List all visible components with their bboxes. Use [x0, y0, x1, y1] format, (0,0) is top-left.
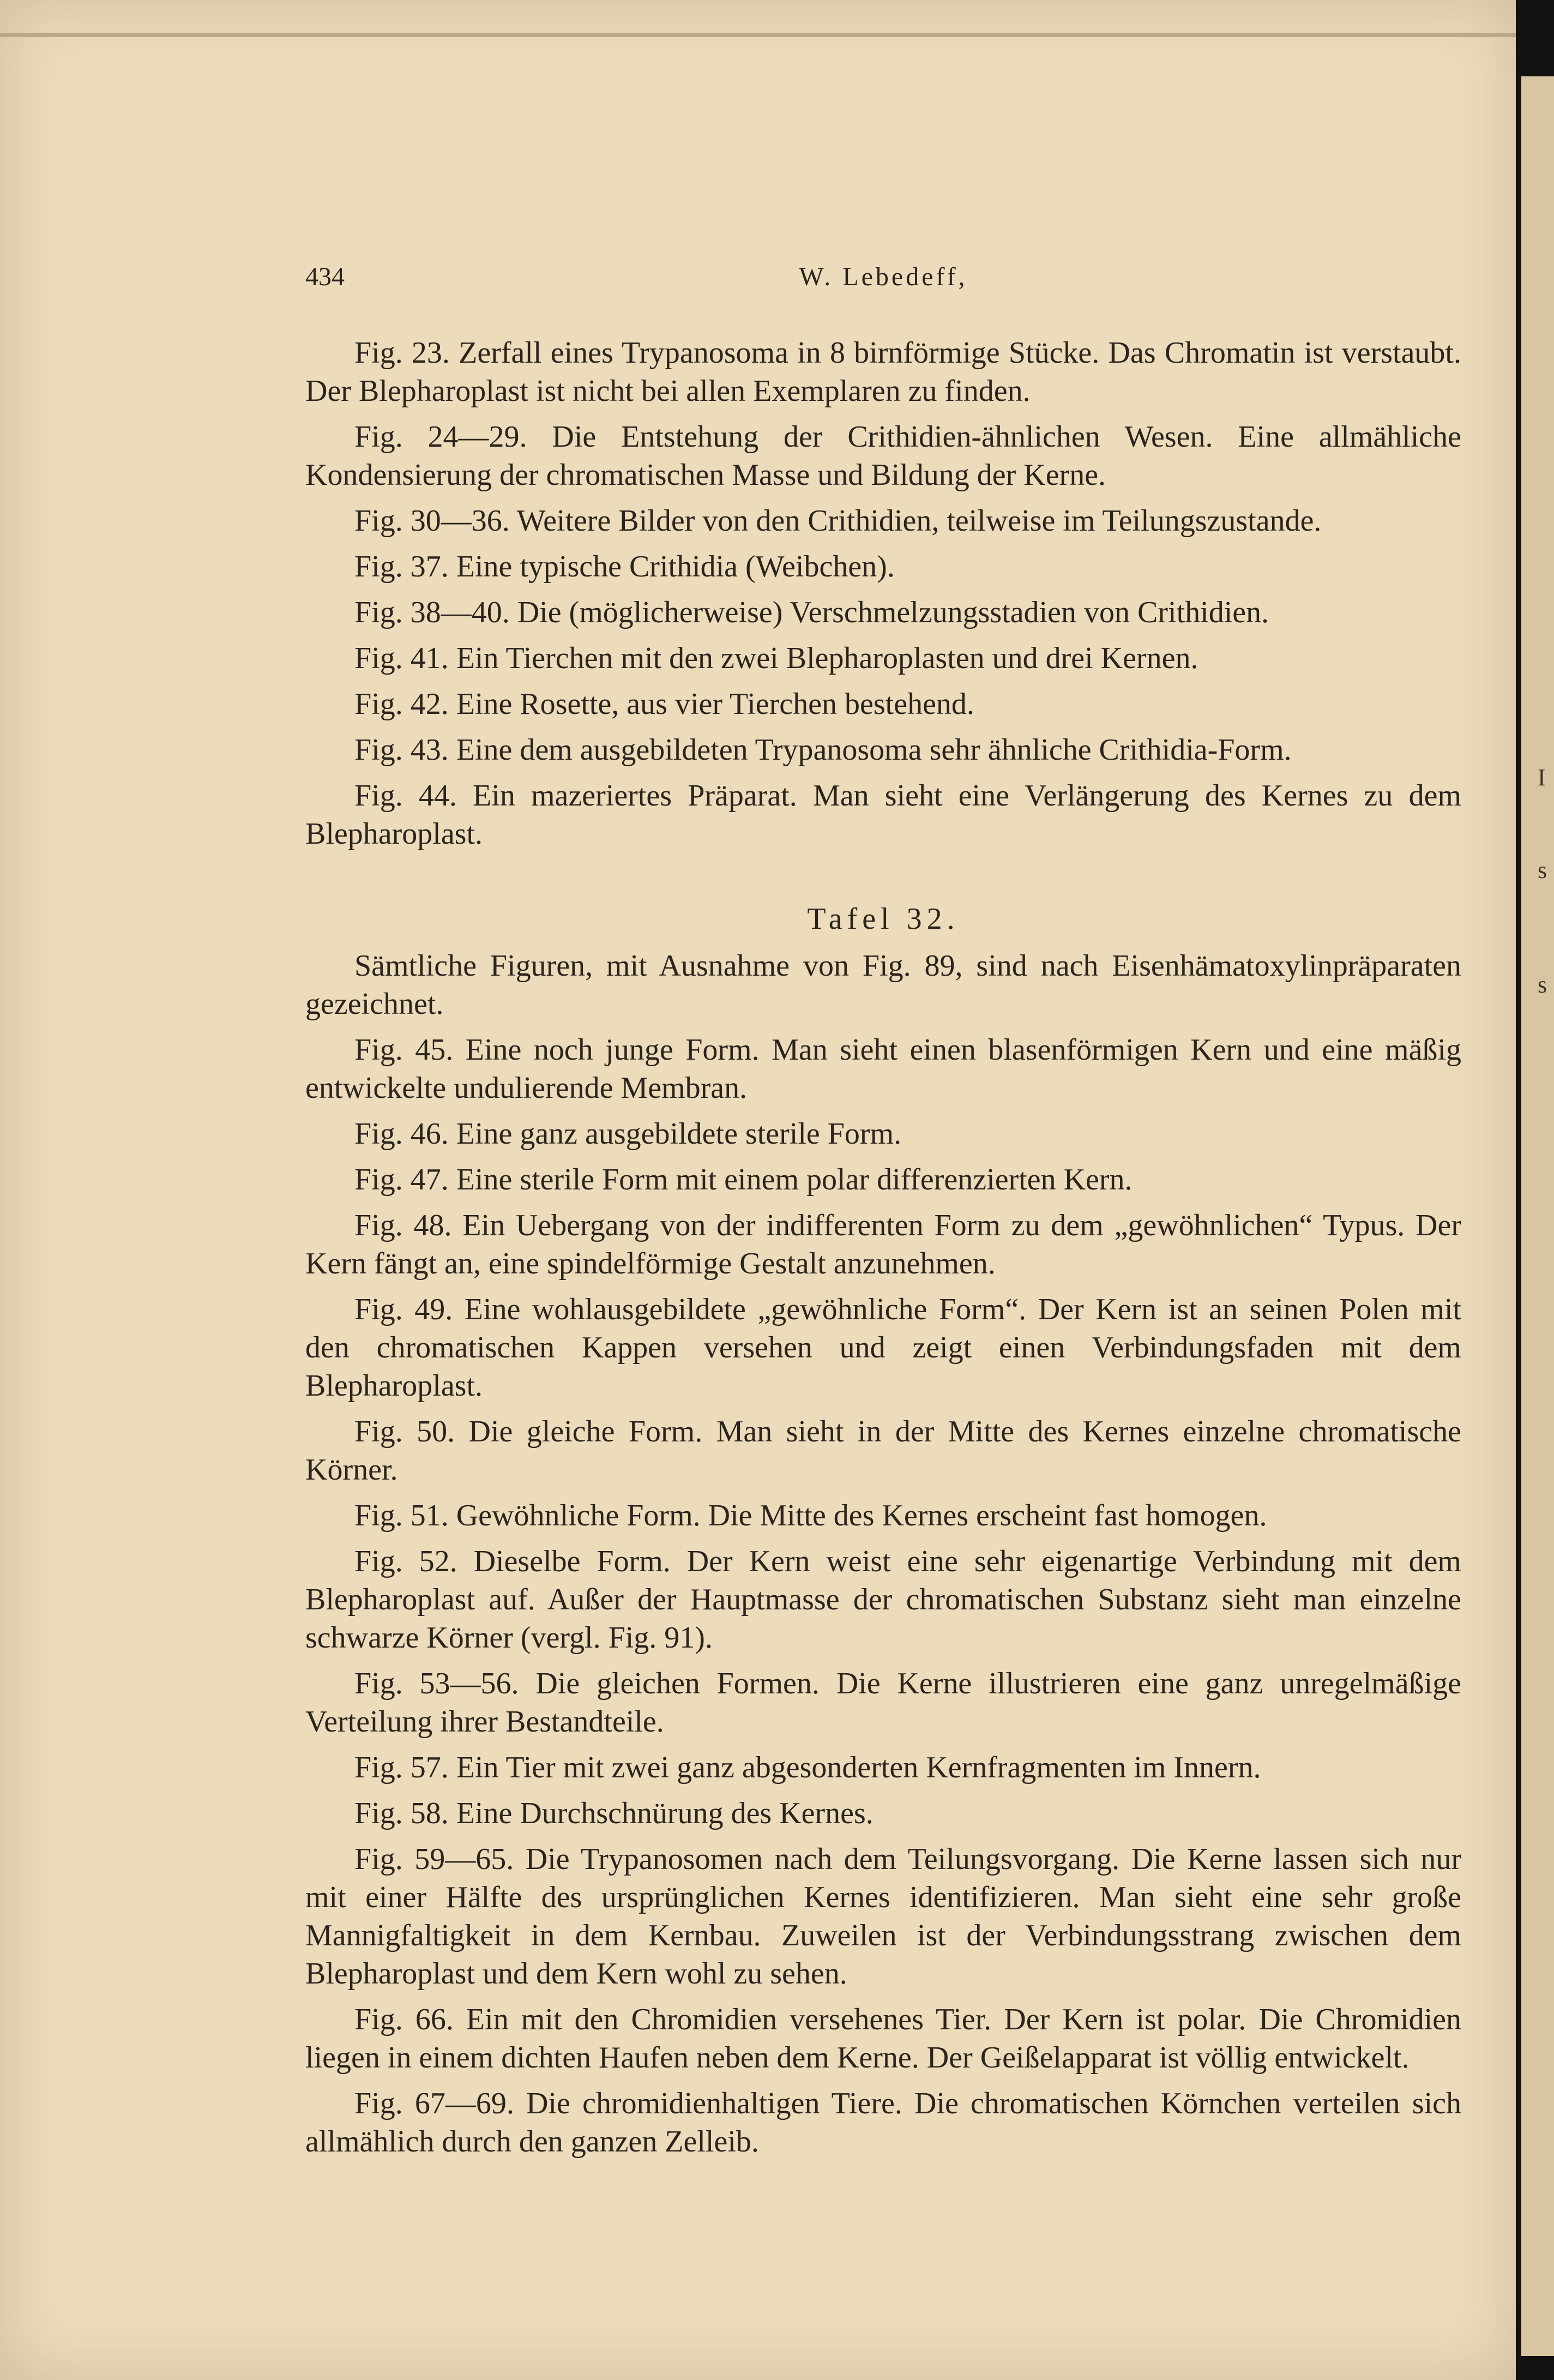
caption-fig-48: Fig. 48. Ein Uebergang von der indifferenten Form zu dem „gewöhnlichen“ Typus. Der Kern fängt an, eine spindelförmige Gestalt anzunehmen.: [305, 1209, 1461, 1281]
caption-fig-44: Fig. 44. Ein mazeriertes Präparat. Man sieht eine Verlängerung des Kernes zu dem Blepharoplast.: [305, 779, 1461, 851]
caption-fig-30-36: Fig. 30—36. Weitere Bilder von den Crithidien, teilweise im Teilungszustande.: [354, 504, 1322, 538]
page-top-edge: [0, 33, 1516, 37]
caption-fig-58: Fig. 58. Eine Durchschnürung des Kernes.: [354, 1796, 874, 1830]
caption-fig-47: Fig. 47. Eine sterile Form mit einem polar differenzierten Kern.: [354, 1163, 1133, 1197]
caption-fig-38-40: Fig. 38—40. Die (möglicherweise) Verschmelzungsstadien von Crithidien.: [354, 596, 1269, 629]
caption-fig-67-69: Fig. 67—69. Die chromidienhaltigen Tiere. Die chromatischen Körnchen verteilen sich allmählich durch den ganzen Zelleib.: [305, 2087, 1461, 2159]
next-page-fragment: s: [1538, 857, 1547, 884]
adjacent-page-edge: [1521, 76, 1554, 2356]
caption-fig-37: Fig. 37. Eine typische Crithidia (Weibchen).: [354, 550, 895, 584]
page-header: [305, 262, 1461, 295]
caption-fig-49: Fig. 49. Eine wohlausgebildete „gewöhnliche Form“. Der Kern ist an seinen Polen mit den chromatischen Kappen versehen und zeigt einen Verbindungsfaden mit dem Blepharoplast.: [305, 1293, 1461, 1403]
caption-fig-52: Fig. 52. Dieselbe Form. Der Kern weist eine sehr eigenartige Verbindung mit dem Blepharoplast auf. Außer der Hauptmasse der chromatischen Substanz sieht man einzelne schwarze Körner (vergl. Fig. 91).: [305, 1544, 1461, 1655]
running-title: W. Lebedeff,: [799, 262, 968, 291]
section-heading-tafel-32: Tafel 32.: [807, 902, 960, 936]
caption-fig-42: Fig. 42. Eine Rosette, aus vier Tierchen bestehend.: [354, 687, 974, 721]
caption-fig-24-29: Fig. 24—29. Die Entstehung der Crithidien-ähnlichen Wesen. Eine allmähliche Kondensierung der chromatischen Masse und Bildung der Kerne.: [305, 420, 1461, 492]
caption-fig-43: Fig. 43. Eine dem ausgebildeten Trypanosoma sehr ähnliche Crithidia-Form.: [354, 733, 1292, 767]
caption-fig-45: Fig. 45. Eine noch junge Form. Man sieht einen blasenförmigen Kern und eine mäßig entwickelte undulierende Membran.: [305, 1033, 1461, 1105]
caption-fig-53-56: Fig. 53—56. Die gleichen Formen. Die Kerne illustrieren eine ganz unregelmäßige Verteilung ihrer Bestandteile.: [305, 1667, 1461, 1739]
caption-fig-50: Fig. 50. Die gleiche Form. Man sieht in der Mitte des Kernes einzelne chromatische Körner.: [305, 1415, 1461, 1487]
caption-fig-57: Fig. 57. Ein Tier mit zwei ganz abgesonderten Kernfragmenten im Innern.: [354, 1751, 1261, 1784]
next-page-fragment: s: [1538, 971, 1547, 998]
caption-fig-66: Fig. 66. Ein mit den Chromidien versehenes Tier. Der Kern ist polar. Die Chromidien liegen in einem dichten Haufen neben dem Kerne. Der Geißelapparat ist völlig entwickelt.: [305, 2003, 1461, 2075]
caption-fig-59-65: Fig. 59—65. Die Trypanosomen nach dem Teilungsvorgang. Die Kerne lassen sich nur mit einer Hälfte des ursprünglichen Kernes identifizieren. Man sieht eine sehr große Mannigfaltigkeit in dem Kernbau. Zuweilen ist der Verbindungsstrang zwischen dem Blepharoplast und dem Kern wohl zu sehen.: [305, 1842, 1461, 1991]
caption-fig-51: Fig. 51. Gewöhnliche Form. Die Mitte des Kernes erscheint fast homogen.: [354, 1499, 1267, 1532]
next-page-fragment: I: [1538, 764, 1546, 791]
caption-fig-46: Fig. 46. Eine ganz ausgebildete sterile Form.: [354, 1117, 902, 1151]
section-intro: Sämtliche Figuren, mit Ausnahme von Fig. 89, sind nach Eisenhämatoxylinpräparaten gezeichnet.: [305, 949, 1461, 1021]
caption-fig-23: Fig. 23. Zerfall eines Trypanosoma in 8 birnförmige Stücke. Das Chromatin ist verstaubt. Der Blepharoplast ist nicht bei allen Exemplaren zu finden.: [305, 336, 1461, 408]
figure-captions: [305, 334, 1461, 2168]
page-number: 434: [305, 262, 345, 291]
caption-fig-41: Fig. 41. Ein Tierchen mit den zwei Blepharoplasten und drei Kernen.: [354, 641, 1198, 675]
